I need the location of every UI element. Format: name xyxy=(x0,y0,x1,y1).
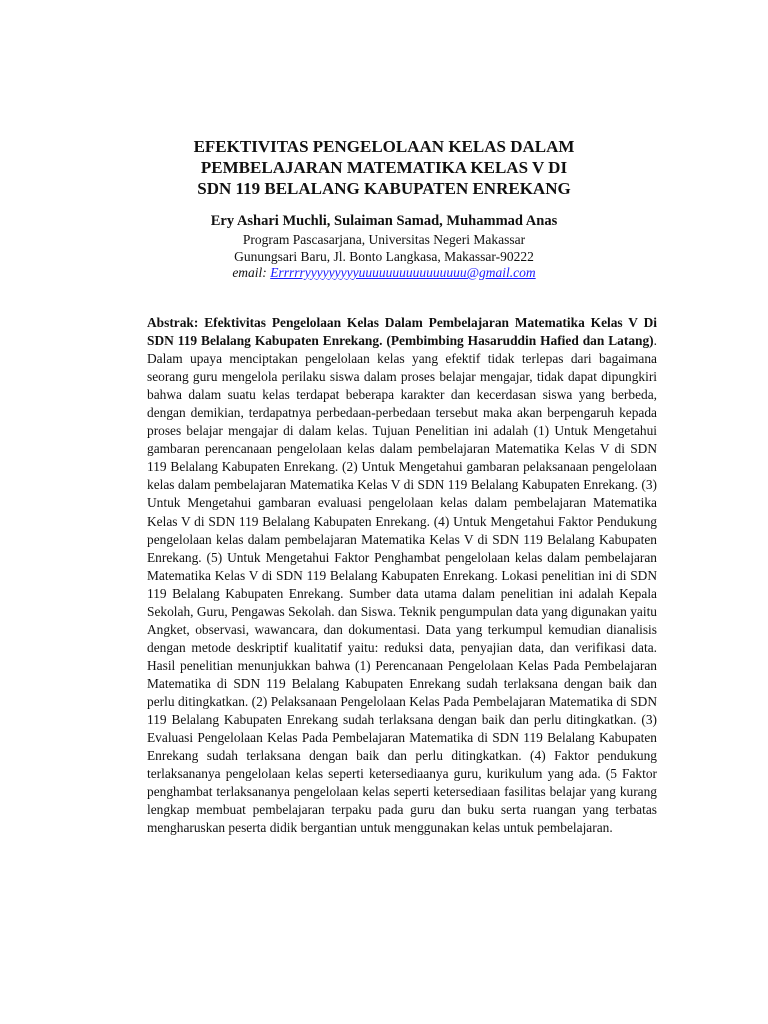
title-line-3: SDN 119 BELALANG KABUPATEN ENREKANG xyxy=(197,179,571,198)
email-label: email: xyxy=(232,265,267,280)
affiliation-block xyxy=(120,232,648,282)
paper-title xyxy=(120,136,648,199)
affiliation-line-1: Program Pascasarjana, Universitas Negeri Makassar xyxy=(242,232,526,247)
authors: Ery Ashari Muchli, Sulaiman Samad, Muhammad Anas xyxy=(210,213,558,229)
email-line xyxy=(120,265,648,282)
email-link[interactable]: Errrrryyyyyyyyyuuuuuuuuuuuuuuuu@gmail.com xyxy=(270,265,536,280)
affiliation-line-2: Gunungsari Baru, Jl. Bonto Langkasa, Makassar-90222 xyxy=(234,248,534,264)
abstract xyxy=(147,314,657,837)
title-line-2: PEMBELAJARAN MATEMATIKA KELAS V DI xyxy=(200,158,568,177)
abstract-lead: Abstrak: Efektivitas Pengelolaan Kelas Dalam Pembelajaran Matematika Kelas V Di SDN 119 Belalang Kabupaten Enrekang. (Pembimbing Hasaruddin Hafied dan Latang) xyxy=(147,315,657,349)
abstract-body: . Dalam upaya menciptakan pengelolaan kelas yang efektif tidak terlepas dari bagaimana seorang guru mengelola perilaku siswa dalam proses belajar mengajar, tidak dapat dipungkiri bahwa dalam suatu kelas terdapat beberapa karakter dan kecerdasan siswa yang berbeda, dengan demikian, terdapatnya perbedaan-perbedaan tersebut maka akan berpengaruh kepada proses belajar mengajar di dalam kelas. Tujuan Penelitian ini adalah (1) Untuk Mengetahui gambaran perencanaan pengelolaan kelas dalam pembelajaran Matematika Kelas V di SDN 119 Belalang Kabupaten Enrekang. (2) Untuk Mengetahui gambaran pelaksanaan pengelolaan kelas dalam pembelajaran Matematika Kelas V di SDN 119 Belalang Kabupaten Enrekang. (3) Untuk Mengetahui gambaran evaluasi pengelolaan kelas dalam pembelajaran Matematika Kelas V di SDN 119 Belalang Kabupaten Enrekang. (4) Untuk Mengetahui Faktor Pendukung pengelolaan kelas dalam pembelajaran Matematika Kelas V di SDN 119 Belalang Kabupaten Enrekang. (5) Untuk Mengetahui Faktor Penghambat pengelolaan kelas dalam pembelajaran Matematika Kelas V di SDN 119 Belalang Kabupaten Enrekang. Lokasi penelitian ini di SDN 119 Belalang Kabupaten Enrekang. Sumber data utama dalam penelitian ini adalah Kepala Sekolah, Guru, Pengawas Sekolah. dan Siswa. Teknik pengumpulan data yang digunakan yaitu Angket, observasi, wawancara, dan dokumentasi. Data yang terkumpul kemudian dianalisis dengan metode deskriptif kualitatif yaitu: reduksi data, penyajian data, dan verifikasi data. Hasil penelitian menunjukkan bahwa (1) Perencanaan Pengelolaan Kelas Pada Pembelajaran Matematika di SDN 119 Belalang Kabupaten Enrekang sudah terlaksana dengan baik dan perlu ditingkatkan. (2) Pelaksanaan Pengelolaan Kelas Pada Pembelajaran Matematika di SDN 119 Belalang Kabupaten Enrekang sudah terlaksana dengan baik dan perlu ditingkatkan. (3) Evaluasi Pengelolaan Kelas Pada Pembelajaran Matematika di SDN 119 Belalang Kabupaten Enrekang sudah terlaksana dengan baik dan perlu ditingkatkan. (4) Faktor pendukung terlaksananya pengelolaan kelas seperti ketersediaanya guru, kurikulum yang ada. (5 Faktor penghambat terlaksananya pengelolaan kelas seperti ketersediaan fasilitas belajar yang kurang lengkap membuat pembelajaran terpaku pada guru dan buku serta ruangan yang terbatas mengharuskan peserta didik bergantian untuk menggunakan kelas untuk pembelajaran. xyxy=(147,333,657,836)
title-line-1: EFEKTIVITAS PENGELOLAAN KELAS DALAM xyxy=(193,137,575,156)
